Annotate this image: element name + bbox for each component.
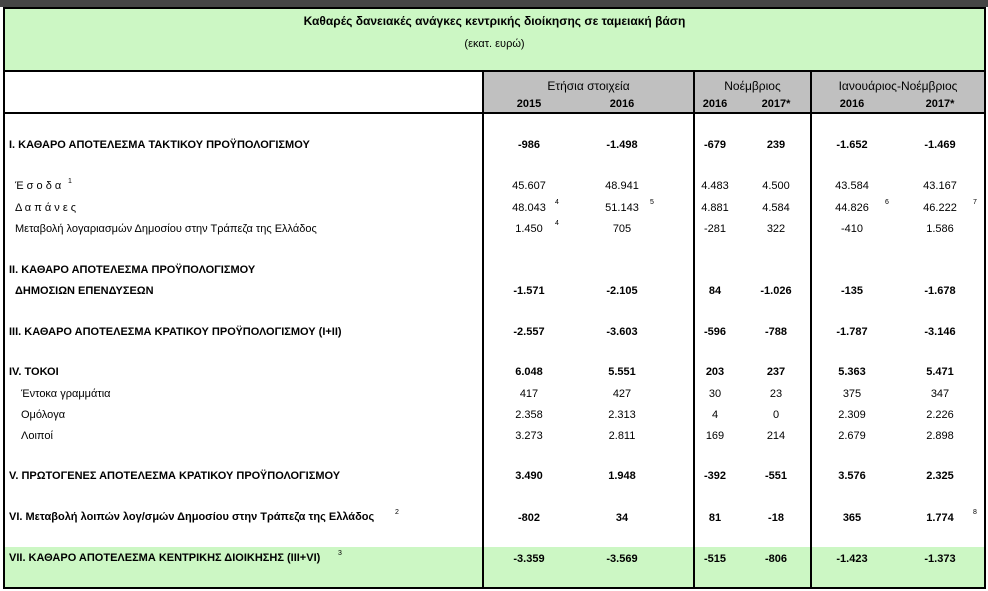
cell-value: -18 <box>768 512 784 524</box>
row-label: Έ σ ο δ α <box>15 180 62 192</box>
cell-value: 30 <box>708 388 722 400</box>
cell-value: -281 <box>703 223 727 235</box>
row-label: Λοιποί <box>21 430 53 442</box>
cell-value: 4.483 <box>701 180 729 192</box>
table-title: Καθαρές δανειακές ανάγκες κεντρικής διοίκησης σε ταμειακή βάση <box>303 14 686 28</box>
cell-value: 3.273 <box>515 430 543 442</box>
cell-value: -3.603 <box>606 326 638 338</box>
cell-value: 23 <box>769 388 783 400</box>
footnote-marker: 5 <box>650 199 654 206</box>
row-label: Μεταβολή λογαριασμών Δημοσίου στην Τράπεζα της Ελλάδος <box>15 223 317 235</box>
footnote-marker: 8 <box>973 509 977 516</box>
budget-table <box>3 7 986 589</box>
cell-value: -1.652 <box>836 139 868 151</box>
cell-value: 43.167 <box>923 180 957 192</box>
cell-value: -3.359 <box>513 553 545 565</box>
cell-value: 214 <box>766 430 786 442</box>
cell-value: 6.048 <box>515 366 543 378</box>
row-label: Έντοκα γραμμάτια <box>21 388 111 400</box>
cell-value: 417 <box>519 388 539 400</box>
cell-value: -3.569 <box>606 553 638 565</box>
row-label: ΙΙ. ΚΑΘΑΡΟ ΑΠΟΤΕΛΕΣΜΑ ΠΡΟΫΠΟΛΟΓΙΣΜΟΥ <box>9 264 256 276</box>
cell-value: 1.948 <box>608 470 636 482</box>
cell-value: 46.222 <box>923 202 957 214</box>
cell-value: 4.500 <box>762 180 790 192</box>
footnote-marker: 4 <box>555 199 559 206</box>
cell-value: -1.373 <box>924 553 956 565</box>
window-top-bar <box>0 0 988 7</box>
row-label: VΙΙ. ΚΑΘΑΡΟ ΑΠΟΤΕΛΕΣΜΑ ΚΕΝΤΡΙΚΗΣ ΔΙΟΙΚΗΣΗΣ (ΙΙΙ+VΙ) <box>9 552 321 564</box>
cell-value: -135 <box>840 285 864 297</box>
footnote-marker: 7 <box>973 199 977 206</box>
header-jan-nov-label: Ιανουάριος-Νοέμβριος <box>838 79 958 93</box>
cell-value: 705 <box>612 223 632 235</box>
cell-value: 1.586 <box>926 223 954 235</box>
cell-value: -806 <box>764 553 788 565</box>
cell-value: 2.898 <box>926 430 954 442</box>
cell-value: 5.551 <box>608 366 636 378</box>
cell-value: 2.226 <box>926 409 954 421</box>
cell-value: 5.363 <box>838 366 866 378</box>
cell-value: 51.143 <box>605 202 639 214</box>
header-divider <box>5 112 984 114</box>
row-label: ΙV. ΤΟΚΟΙ <box>9 366 59 378</box>
cell-value: -392 <box>703 470 727 482</box>
cell-value: 4.584 <box>762 202 790 214</box>
row-label: Ομόλογα <box>21 409 66 421</box>
cell-value: 2.313 <box>608 409 636 421</box>
cell-value: 169 <box>705 430 725 442</box>
cell-value: -2.557 <box>513 326 545 338</box>
cell-value: 203 <box>705 366 725 378</box>
cell-value: 1.774 <box>926 512 954 524</box>
cell-value: 4.881 <box>701 202 729 214</box>
footnote-marker: 3 <box>338 550 342 557</box>
cell-value: -986 <box>517 139 541 151</box>
cell-value: 48.043 <box>512 202 546 214</box>
cell-value: 84 <box>708 285 722 297</box>
header-year: 2016 <box>609 98 635 110</box>
header-annual-label: Ετήσια στοιχεία <box>547 79 630 93</box>
header-year: 2017* <box>761 98 791 110</box>
cell-value: -551 <box>764 470 788 482</box>
cell-value: 81 <box>708 512 722 524</box>
cell-value: 5.471 <box>926 366 954 378</box>
cell-value: -1.498 <box>606 139 638 151</box>
cell-value: -515 <box>703 553 727 565</box>
cell-value: 427 <box>612 388 632 400</box>
cell-value: 2.309 <box>838 409 866 421</box>
cell-value: 347 <box>930 388 950 400</box>
footnote-marker: 4 <box>555 220 559 227</box>
row-label: V. ΠΡΩΤΟΓΕΝΕΣ ΑΠΟΤΕΛΕΣΜΑ ΚΡΑΤΙΚΟΥ ΠΡΟΫΠΟΛΟΓΙΣΜΟΥ <box>9 470 341 482</box>
header-year: 2017* <box>925 98 955 110</box>
cell-value: -596 <box>703 326 727 338</box>
cell-value: -3.146 <box>924 326 956 338</box>
cell-value: 48.941 <box>605 180 639 192</box>
cell-value: 1.450 <box>515 223 543 235</box>
cell-value: 3.576 <box>838 470 866 482</box>
cell-value: 237 <box>766 366 786 378</box>
header-year: 2016 <box>839 98 865 110</box>
cell-value: 4 <box>711 409 719 421</box>
cell-value: -1.026 <box>760 285 792 297</box>
cell-value: 0 <box>772 409 780 421</box>
cell-value: 34 <box>615 512 629 524</box>
cell-value: 2.358 <box>515 409 543 421</box>
table-title-area <box>5 9 984 72</box>
cell-value: 3.490 <box>515 470 543 482</box>
cell-value: -1.423 <box>836 553 868 565</box>
cell-value: -1.469 <box>924 139 956 151</box>
cell-value: -1.571 <box>513 285 545 297</box>
row-label: Ι. ΚΑΘΑΡΟ ΑΠΟΤΕΛΕΣΜΑ ΤΑΚΤΙΚΟΥ ΠΡΟΫΠΟΛΟΓΙΣΜΟΥ <box>9 139 310 151</box>
cell-value: -679 <box>703 139 727 151</box>
cell-value: -1.678 <box>924 285 956 297</box>
row-label: VΙ. Μεταβολή λοιπών λογ/σμών Δημοσίου στην Τράπεζα της Ελλάδος <box>9 511 375 523</box>
row-label: ΙΙΙ. ΚΑΘΑΡΟ ΑΠΟΤΕΛΕΣΜΑ ΚΡΑΤΙΚΟΥ ΠΡΟΫΠΟΛΟΓΙΣΜΟΥ (Ι+ΙΙ) <box>9 326 342 338</box>
cell-value: 2.679 <box>838 430 866 442</box>
column-divider <box>482 70 484 587</box>
cell-value: -802 <box>517 512 541 524</box>
cell-value: 365 <box>842 512 862 524</box>
cell-value: 322 <box>766 223 786 235</box>
cell-value: 375 <box>842 388 862 400</box>
header-november-label: Νοέμβριος <box>724 79 781 93</box>
footnote-marker: 6 <box>885 199 889 206</box>
footnote-marker: 1 <box>68 178 72 185</box>
cell-value: -410 <box>840 223 864 235</box>
header-year: 2015 <box>516 98 542 110</box>
cell-value: 2.325 <box>926 470 954 482</box>
cell-value: 2.811 <box>608 430 636 442</box>
table-subtitle: (εκατ. ευρώ) <box>464 38 525 50</box>
cell-value: -2.105 <box>606 285 638 297</box>
cell-value: 44.826 <box>835 202 869 214</box>
header-year: 2016 <box>702 98 728 110</box>
cell-value: 239 <box>766 139 786 151</box>
footnote-marker: 2 <box>395 509 399 516</box>
cell-value: 43.584 <box>835 180 869 192</box>
cell-value: 45.607 <box>512 180 546 192</box>
cell-value: -788 <box>764 326 788 338</box>
cell-value: -1.787 <box>836 326 868 338</box>
row-label-continued: ΔΗΜΟΣΙΩΝ ΕΠΕΝΔΥΣΕΩΝ <box>15 285 154 297</box>
row-label: Δ α π ά ν ε ς <box>15 202 77 214</box>
